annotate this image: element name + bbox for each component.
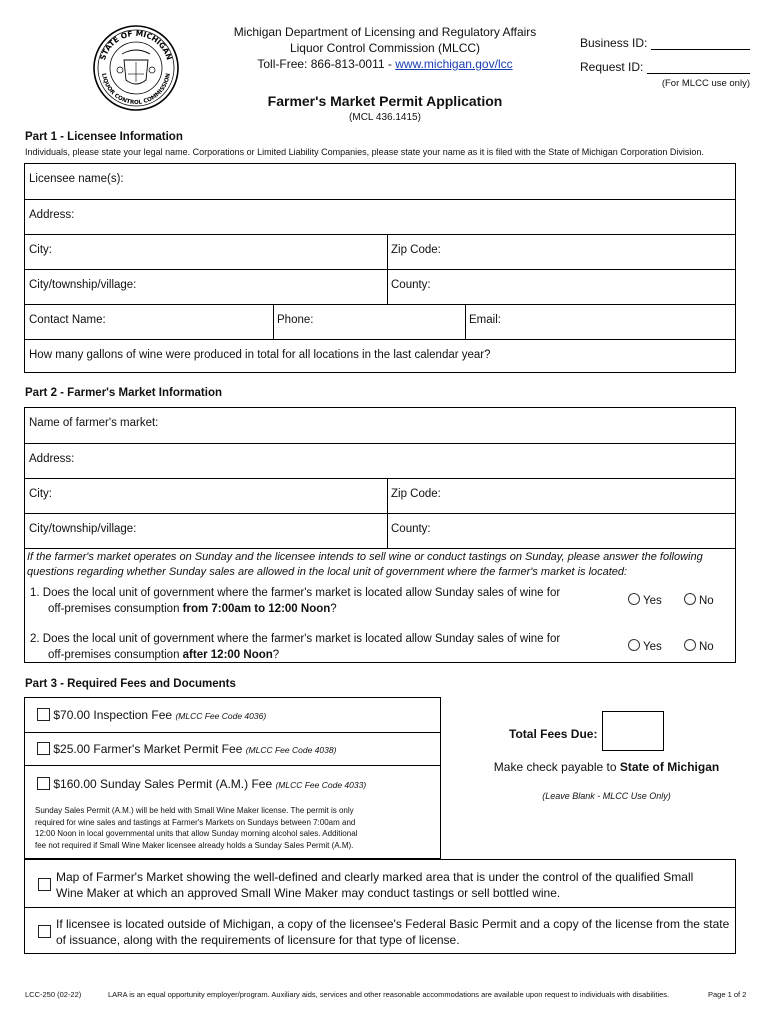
market-zip-field[interactable]: Zip Code: (391, 488, 441, 500)
sunday-questions (25, 548, 735, 664)
radio-icon[interactable] (628, 639, 640, 651)
q2-yes-label: Yes (643, 641, 662, 653)
checkbox-icon[interactable] (38, 878, 51, 891)
q2-no-option[interactable] (684, 639, 714, 653)
fee-inspection-code: (MLCC Fee Code 4036) (175, 711, 267, 721)
fee-sunday-note-line: Sunday Sales Permit (A.M.) will be held with Small Wine Maker license. The permit is only (35, 806, 354, 815)
q1-no-option[interactable] (684, 593, 714, 607)
q1-line2: off-premises consumption (48, 603, 183, 615)
licensee-name-field[interactable]: Licensee name(s): (29, 173, 124, 185)
fee-sunday-note-line: 12:00 Noon in local governmental units that allow Sunday morning alcohol sales. Additional (35, 829, 358, 838)
fee-inspection-item (37, 708, 266, 722)
svg-text:STATE OF MICHIGAN (98, 29, 174, 61)
licensee-address-field[interactable]: Address: (29, 209, 75, 221)
sunday-note-line2: questions regarding whether Sunday sales are allowed in the local unit of government where the farmer's market is located: (27, 566, 628, 578)
mlcc-ids (580, 26, 750, 89)
business-id-label: Business ID: (580, 36, 648, 50)
q1-yes-option[interactable] (628, 593, 662, 607)
email-field[interactable]: Email: (469, 314, 501, 326)
wine-gallons-field[interactable]: How many gallons of wine were produced in total for all locations in the last calendar year? (29, 349, 491, 361)
fee-sunday-item (37, 777, 366, 791)
fee-sunday-label: $160.00 Sunday Sales Permit (A.M.) Fee (53, 777, 276, 791)
q2-time-window: after 12:00 Noon (182, 649, 273, 661)
fee-permit-label: $25.00 Farmer's Market Permit Fee (53, 742, 246, 756)
doc-map-line1: Map of Farmer's Market showing the well-defined and clearly marked area that is under the control of the qualified Small (56, 870, 694, 884)
seal-text-top: STATE OF MICHIGAN (98, 28, 174, 62)
licensee-township-field[interactable]: City/township/village: (29, 279, 137, 291)
page-number: Page 1 of 2 (708, 990, 747, 999)
payable-note (441, 760, 770, 774)
payable-entity: State of Michigan (619, 760, 720, 774)
q2-line1: 2. Does the local unit of government where the farmer's market is located allow Sunday sales of wine for (30, 633, 561, 645)
market-county-field[interactable]: County: (391, 523, 431, 535)
licensee-city-field[interactable]: City: (29, 244, 52, 256)
request-id-label: Request ID: (580, 60, 644, 74)
checkbox-icon[interactable] (37, 777, 50, 790)
market-city-field[interactable]: City: (29, 488, 52, 500)
radio-icon[interactable] (684, 593, 696, 605)
q1-time-window: from 7:00am to 12:00 Noon (182, 603, 331, 615)
form-id: LCC-250 (02-22) (25, 990, 82, 999)
fee-permit-code: (MLCC Fee Code 4038) (245, 745, 337, 755)
documents-table (24, 859, 736, 954)
fee-inspection-label: $70.00 Inspection Fee (53, 708, 176, 722)
doc-outofstate-line2: of issuance, along with the requirements of licensure for that type of license. (56, 933, 460, 947)
part1-table (24, 163, 736, 373)
business-id-field[interactable] (651, 35, 750, 50)
part1-instructions: Individuals, please state your legal name. Corporations or Limited Liability Companies, please state your name as it is filed with the State of Michigan Corporation Division. (25, 147, 704, 157)
total-fees-box[interactable] (602, 711, 664, 751)
licensee-county-field[interactable]: County: (391, 279, 431, 291)
checkbox-icon[interactable] (37, 708, 50, 721)
q2-no-label: No (699, 641, 714, 653)
form-statute: (MCL 436.1415) (349, 112, 421, 123)
doc-map-line2: Wine Maker at which an approved Small Wine Maker may conduct tastings or sell bottled wine. (56, 886, 561, 900)
market-address-field[interactable]: Address: (29, 453, 75, 465)
fees-table (24, 697, 441, 859)
contact-name-field[interactable]: Contact Name: (29, 314, 106, 326)
doc-outofstate-item (56, 916, 729, 948)
licensee-zip-field[interactable]: Zip Code: (391, 244, 441, 256)
agency-header (200, 24, 570, 72)
fee-sunday-note (35, 805, 357, 851)
fee-sunday-note-line: required for wine sales and tastings at Farmer's Markets on Sundays between 7:00am and (35, 817, 356, 827)
part2-table (24, 407, 736, 663)
doc-outofstate-line1: If licensee is located outside of Michigan, a copy of the licensee's Federal Basic Permit and a copy of the license from the state (56, 917, 730, 931)
q1-end: ? (330, 603, 337, 615)
radio-icon[interactable] (684, 639, 696, 651)
market-name-field[interactable]: Name of farmer's market: (29, 417, 159, 429)
fee-sunday-code: (MLCC Fee Code 4033) (275, 780, 367, 790)
seal-text-bottom: LIQUOR CONTROL COMMISSION (100, 72, 172, 107)
q2-line2: off-premises consumption (48, 649, 183, 661)
mlcc-use-note: (For MLCC use only) (661, 78, 750, 89)
sunday-note (27, 550, 703, 580)
eeo-statement: LARA is an equal opportunity employer/program. Auxiliary aids, services and other reasonable accommodations are available upon request to individuals with disabilities. (108, 990, 670, 999)
fee-sunday-note-line: fee not required if Small Wine Maker licensee already holds a Sunday Sales Permit (A.M). (35, 840, 354, 850)
sunday-note-line1: If the farmer's market operates on Sunday and the licensee intends to sell wine or conduct tastings on Sunday, please answer the following (27, 551, 703, 563)
q1-line1: 1. Does the local unit of government where the farmer's market is located allow Sunday sales of wine for (30, 587, 561, 599)
part3-title: Part 3 - Required Fees and Documents (25, 678, 236, 690)
toll-free-text: Toll-Free: 866-813-0011 - (257, 57, 396, 71)
q1-yes-label: Yes (643, 595, 662, 607)
checkbox-icon[interactable] (38, 925, 51, 938)
request-id-field[interactable] (647, 59, 750, 74)
radio-icon[interactable] (628, 593, 640, 605)
total-fees-label: Total Fees Due: (509, 727, 598, 741)
fee-permit-item (37, 742, 336, 756)
q2-end: ? (272, 649, 280, 661)
phone-field[interactable]: Phone: (277, 314, 314, 326)
doc-map-item (56, 869, 693, 901)
commission-name: Liquor Control Commission (MLCC) (289, 41, 481, 55)
checkbox-icon[interactable] (37, 742, 50, 755)
part2-title: Part 2 - Farmer's Market Information (25, 387, 223, 399)
question-1 (30, 585, 560, 617)
website-link[interactable]: www.michigan.gov/lcc (395, 57, 513, 71)
mlcc-blank-note: (Leave Blank - MLCC Use Only) (542, 791, 671, 801)
contact-line (200, 56, 570, 72)
question-2 (30, 631, 560, 663)
q2-yes-option[interactable] (628, 639, 662, 653)
form-title: Farmer's Market Permit Application (267, 93, 503, 109)
part1-title: Part 1 - Licensee Information (25, 131, 183, 143)
agency-name: Michigan Department of Licensing and Regulatory Affairs (233, 25, 537, 39)
payable-text: Make check payable to (493, 760, 620, 774)
q1-no-label: No (699, 595, 714, 607)
market-township-field[interactable]: City/township/village: (29, 523, 137, 535)
